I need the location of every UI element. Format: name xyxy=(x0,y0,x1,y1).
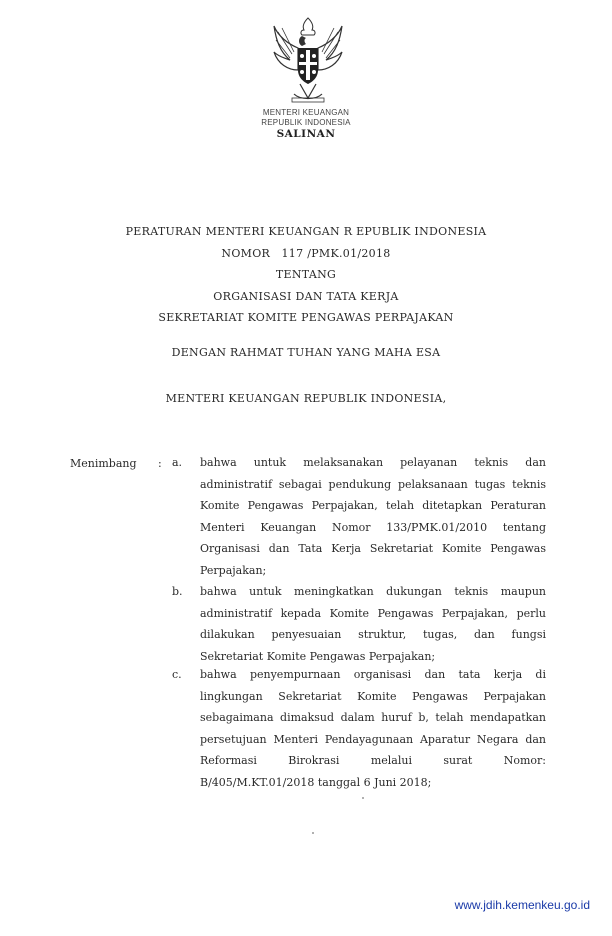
salinan-stamp: SALINAN xyxy=(276,128,336,140)
ministry-header xyxy=(0,108,612,128)
consideration-item-a xyxy=(172,452,546,581)
ministry-line-1: MENTERI KEUANGAN xyxy=(262,108,350,117)
item-text: bahwa untuk meningkatkan dukungan teknis maupun administratif kepada Komite Pengawas Perpajakan, perlu dilakukan penyesuaian struktur, tugas, dan fungsi Sekretariat Komite Pengawas Perpajakan; xyxy=(200,585,546,663)
ministry-line-2: REPUBLIK INDONESIA xyxy=(261,118,351,127)
item-text: bahwa untuk melaksanakan pelayanan teknis dan administratif sebagai pendukung pelaksanaan tugas teknis Komite Pengawas Perpajakan, telah ditetapkan Peraturan Menteri Keuangan Nomor 133/PMK.01/2010 tentang Organisasi dan Tata Kerja Sekretariat Komite Pengawas Perpajakan; xyxy=(200,456,546,577)
item-letter: b. xyxy=(172,585,183,598)
scan-speck xyxy=(312,832,314,834)
minister-line: MENTERI KEUANGAN REPUBLIK INDONESIA, xyxy=(165,392,447,405)
item-text: bahwa penyempurnaan organisasi dan tata kerja di lingkungan Sekretariat Komite Pengawas Perpajakan sebagaimana dimaksud dalam huruf b, telah mendapatkan persetujuan Menteri Pendayagunaan Aparatur Negara dan Reformasi Birokrasi melalui surat Nomor: B/405/M.KT.01/2018 tanggal 6 Juni 2018; xyxy=(200,668,546,789)
garuda-emblem-icon xyxy=(268,14,348,106)
title-line-2: NOMOR 117 /PMK.01/2018 xyxy=(221,246,391,260)
item-letter: c. xyxy=(172,668,182,681)
blessing-line: DENGAN RAHMAT TUHAN YANG MAHA ESA xyxy=(171,346,441,359)
item-letter: a. xyxy=(172,456,183,469)
title-line-3: TENTANG xyxy=(275,268,337,281)
title-line-5: SEKRETARIAT KOMITE PENGAWAS PERPAJAKAN xyxy=(158,311,454,324)
consideration-item-c xyxy=(172,664,546,793)
regulation-title xyxy=(0,221,612,329)
title-line-4: ORGANISASI DAN TATA KERJA xyxy=(213,289,399,303)
title-line-1: PERATURAN MENTERI KEUANGAN R EPUBLIK INDONESIA xyxy=(125,225,487,238)
scan-speck xyxy=(362,797,364,799)
considerations-colon: : xyxy=(158,457,162,470)
jdih-website-link[interactable]: www.jdih.kemenkeu.go.id xyxy=(454,898,590,912)
considerations-label: Menimbang xyxy=(70,457,137,470)
consideration-item-b xyxy=(172,581,546,667)
